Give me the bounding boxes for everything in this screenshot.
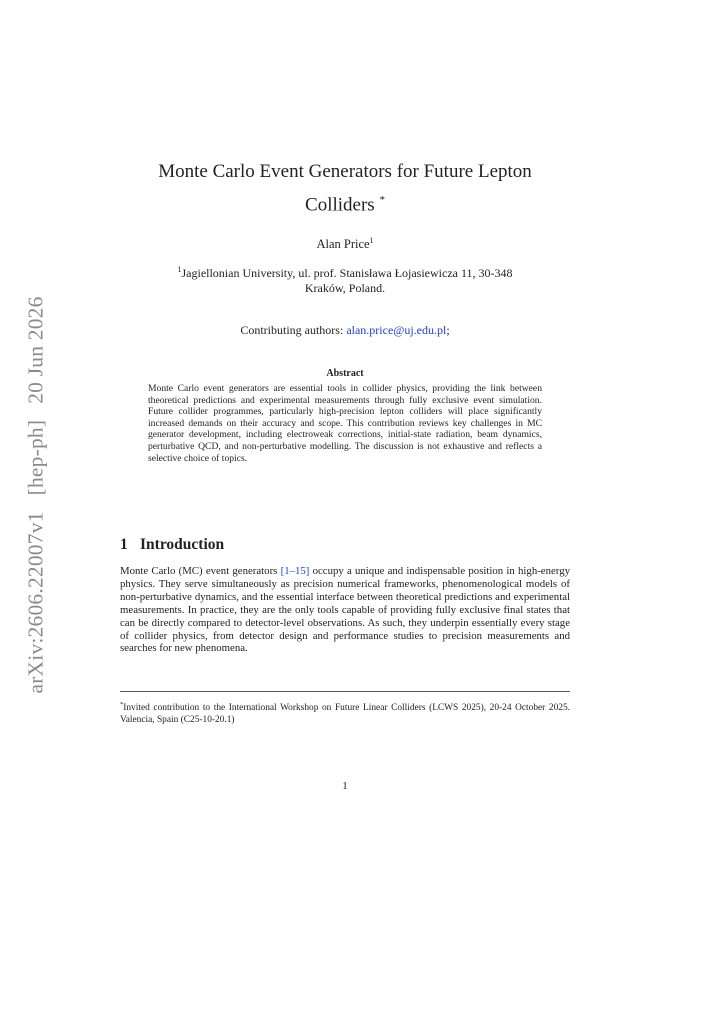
affiliation — [120, 262, 570, 296]
intro-text-start: Monte Carlo (MC) event generators — [120, 565, 281, 577]
arxiv-sidebar-stamp — [18, 290, 54, 700]
footnote-text: Invited contribution to the International Workshop on Future Linear Colliders (LCWS 2025), 20-24 October 2025. Valencia, Spain (C25-10-20.1) — [120, 703, 570, 725]
author — [120, 236, 570, 252]
contributing-suffix: ; — [446, 323, 450, 337]
footnote-mark: * — [120, 701, 124, 708]
affiliation-mark: 1 — [177, 265, 182, 274]
arxiv-category: [hep-ph] — [23, 419, 48, 496]
contributing-authors — [120, 323, 570, 338]
arxiv-date: 20 Jun 2026 — [23, 296, 48, 404]
arxiv-stamp-text — [24, 296, 49, 693]
paper-title — [120, 158, 570, 219]
abstract-text: Monte Carlo event generators are essential tools in collider physics, providing the link between theoretical predictions and experimental measurements through fully exclusive event simulation. Future collider programmes, particularly high-precision lepton colliders will place significantly increased demands on their accuracy and scope. This contribution reviews key challenges in MC generator development, including electroweak corrections, initial-state radiation, beam dynamics, perturbative QCD, and non-perturbative modelling. The discussion is not exhaustive and reflects a selective choice of topics. — [148, 383, 542, 464]
intro-paragraph — [120, 565, 570, 655]
affiliation-line-1-text: Jagiellonian University, ul. prof. Stanisława Łojasiewicza 11, 30-348 — [181, 266, 513, 280]
section-heading — [120, 536, 570, 554]
author-affil-mark: 1 — [369, 236, 374, 245]
abstract-heading: Abstract — [326, 368, 364, 379]
title-line-1: Monte Carlo Event Generators for Future Lepton — [158, 161, 532, 182]
title-line-2-text: Colliders — [305, 194, 375, 216]
contributing-label: Contributing authors: — [240, 323, 344, 337]
affiliation-line-1 — [120, 262, 570, 281]
footnote — [120, 699, 570, 727]
section-title: Introduction — [140, 536, 225, 553]
author-email-link[interactable]: alan.price@uj.edu.pl — [346, 323, 447, 337]
title-line-2 — [120, 186, 570, 219]
citation-link[interactable]: [1–15] — [280, 565, 310, 577]
affiliation-line-2: Kraków, Poland. — [304, 281, 386, 295]
page-number: 1 — [342, 780, 348, 792]
section-number: 1 — [120, 536, 128, 553]
intro-text-rest: occupy a unique and indispensable position in high-energy physics. They serve simultaneously as precision numerical frameworks, phenomenological models of non-perturbative dynamics, and the essential interface between theoretical predictions and experimental measurements. In practice, they are the only tools capable of providing fully exclusive final states that can be directly compared to detector-level observations. As such, they underpin essentially every stage of collider physics, from detector design and performance studies to precision measurements and searches for new phenomena. — [120, 565, 570, 655]
author-name: Alan Price — [316, 237, 370, 252]
arxiv-id: arXiv:2606.22007v1 — [23, 511, 48, 694]
footnote-rule — [120, 691, 570, 692]
title-footnote-mark: * — [379, 194, 385, 206]
